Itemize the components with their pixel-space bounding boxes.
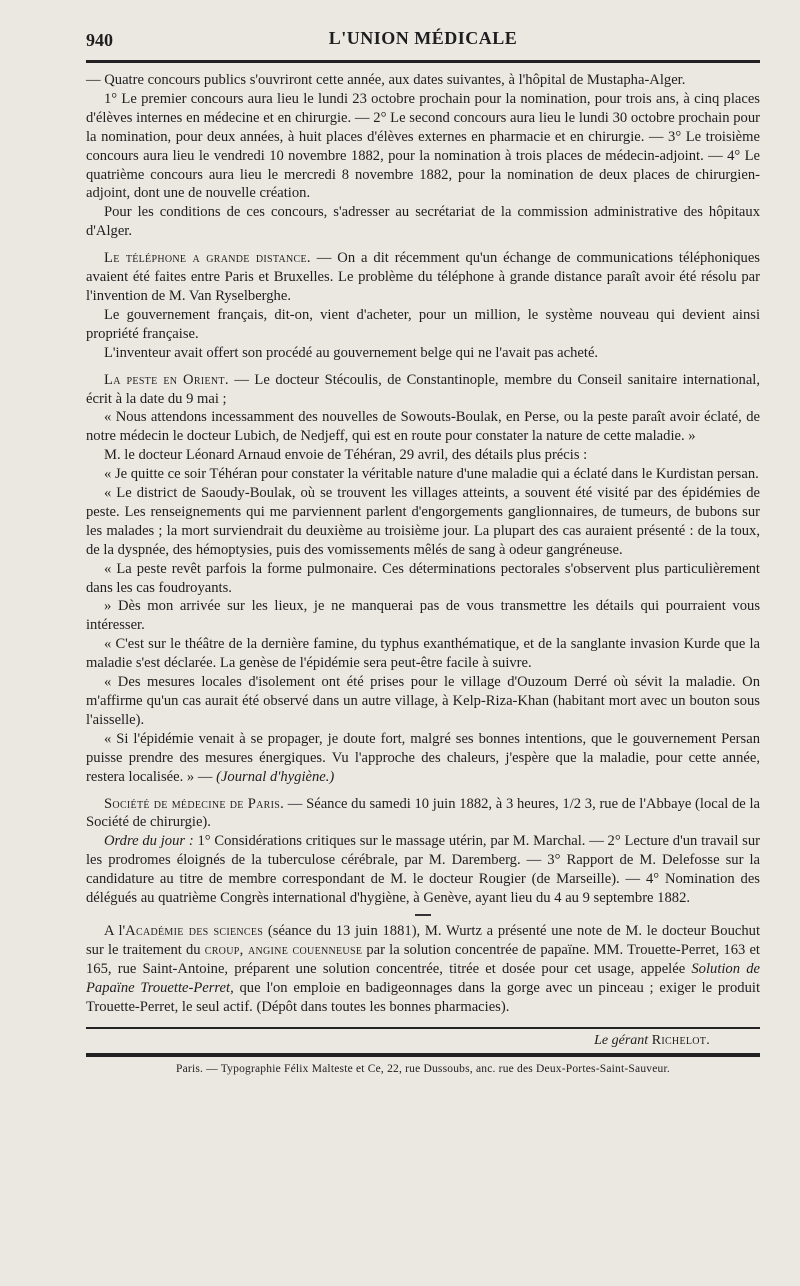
paragraph: — Quatre concours publics s'ouvriront cette année, aux dates suivantes, à l'hôpital de Mustapha-Alger.	[86, 72, 686, 88]
agenda-label: Ordre du jour :	[104, 833, 194, 850]
section-telephone	[86, 249, 760, 362]
paragraph: Pour les conditions de ces concours, s'adresser au secrétariat de la commission administrative des hôpitaux d'Alger.	[86, 204, 760, 240]
section-divider	[415, 914, 431, 916]
paragraph: A l'Académie des sciences (séance du 13 juin 1881), M. Wurtz a présenté une note de M. le docteur Bouchut sur le traitement du croup, angine couenneuse par la solution concentrée de papaïne. MM. Trouette-Perret, 163 et 165, rue Saint-Antoine, préparent une solution concentrée, titrée et dosée pour cet usage, appelée Solution de Papaïne Trouette-Perret, que l'on emploie en badigeonnages dans la gorge avec un pinceau ; exiger le produit Trouette-Perret, le seul actif. (Dépôt dans toutes les bonnes pharmacies).	[86, 922, 761, 1015]
paragraph: « Si l'épidémie venait à se propager, je doute fort, malgré ses bonnes intentions, que le gouvernement Persan puisse prendre des mesures énergiques. Vu l'approche des chaleurs, j'espère que la maladie, pour cette année, restera localisée. » — (Journal d'hygiène.)	[86, 730, 760, 785]
paragraph: « Je quitte ce soir Téhéran pour constater la véritable nature d'une maladie qui a éclaté dans le Kurdistan persan.	[104, 466, 759, 483]
paragraph: 1° Le premier concours aura lieu le lundi 23 octobre prochain pour la nomination, pour trois ans, à cinq places d'élèves internes en médecine et en chirurgie. — 2° Le second concours aura lieu le lundi 30 octobre prochain pour la nomination, pour deux années, à huit places d'élèves externes en pharmacie et en chirurgie. — 3° Le troisième concours aura lieu le vendredi 10 novembre 1882, pour la nomination à trois places de médecin-adjoint. — 4° Le quatrième concours aura lieu le mercredi 8 novembre 1882, pour la nomination de deux places de chirurgien-adjoint, dont une de nouvelle création.	[86, 90, 760, 202]
section-societe	[86, 795, 760, 908]
section-peste	[86, 371, 760, 787]
page-header	[86, 26, 760, 58]
gerant-name: Richelot.	[651, 1032, 710, 1048]
paragraph: Le gouvernement français, dit-on, vient d'acheter, pour un million, le système nouveau qui devient ainsi propriété française.	[86, 306, 760, 342]
paragraph: « La peste revêt parfois la forme pulmonaire. Ces déterminations pectorales s'observent plus particulièrement dans les cas foudroyants.	[86, 560, 760, 596]
article-body	[86, 71, 760, 1017]
journal-title: L'UNION MÉDICALE	[328, 28, 518, 48]
source-citation: (Journal d'hygiène.)	[216, 768, 335, 785]
section-academie	[86, 922, 760, 1017]
section-heading: Le téléphone a grande distance.	[104, 250, 311, 267]
paragraph: « Le district de Saoudy-Boulak, où se trouvent les villages atteints, a souvent été visité par des épidémies de peste. Les renseignements qui me parviennent parlent d'engorgements ganglionnaires, de tumeurs, de bubons sur les malades ; la mort surviendrait du deuxième au troisième jour. La plupart des cas auraient présenté : de la toux, de la dyspnée, des hémoptysies, puis des vomissements mêlés de sang à odeur gangréneuse.	[86, 485, 760, 558]
paragraph: Le téléphone a grande distance. — On a dit récemment qu'un échange de communications téléphoniques avaient été faites entre Paris et Bruxelles. Le problème du téléphone à grande distance paraît avoir été résolu par l'invention de M. Van Ryselberghe.	[86, 250, 760, 304]
paragraph: La peste en Orient. — Le docteur Stécoulis, de Constantinople, membre du Conseil sanitaire international, écrit à la date du 9 mai ;	[86, 371, 760, 407]
paragraph: L'inventeur avait offert son procédé au gouvernement belge qui ne l'avait pas acheté.	[104, 344, 599, 361]
section-heading: Académie des sciences	[125, 922, 264, 939]
printer-imprint: Paris. — Typographie Félix Malteste et Ce, 22, rue Dussoubs, anc. rue des Deux-Portes-Saint-Sauveur.	[176, 1062, 670, 1075]
paragraph: « Des mesures locales d'isolement ont été prises pour le village d'Ouzoum Derré où sévit la maladie. On m'affirme qu'un cas aurait été observé dans un autre village, à Kelp-Riza-Khan (habitant mort avec un bouton sous l'aisselle).	[86, 674, 760, 728]
page-number: 940	[86, 30, 113, 50]
header-rule	[86, 60, 760, 63]
paragraph: « C'est sur le théâtre de la dernière famine, du typhus exanthématique, et de la sanglante invasion Kurde que la maladie s'est déclarée. La genèse de l'épidémie sera peut-être facile à suivre.	[86, 636, 760, 672]
paragraph: M. le docteur Léonard Arnaud envoie de Téhéran, 29 avril, des détails plus précis :	[104, 447, 588, 464]
paragraph: Ordre du jour : 1° Considérations critiques sur le massage utérin, par M. Marchal. — 2° Lecture d'un travail sur les prodromes éloignés de la tuberculose cérébrale, par M. Daremberg. — 3° Rapport de M. Delefosse sur la candidature au titre de membre correspondant de M. le docteur Rougier (de Marseille). — 4° Nomination des délégués au quatrième Congrès international d'hygiène, à Genève, ayant lieu du 4 au 9 septembre 1882.	[86, 833, 760, 907]
section-heading: La peste en Orient.	[104, 371, 229, 388]
paragraph: « Nous attendons incessamment des nouvelles de Sowouts-Boulak, en Perse, ou la peste paraît avoir éclaté, de notre médecin le docteur Lubich, de Nedjeff, qui est en route pour constater la nature de cette maladie. »	[86, 409, 760, 445]
gerant-signature: Le gérant Richelot.	[594, 1032, 710, 1048]
section-heading: Société de médecine de Paris.	[104, 795, 285, 812]
footer-rule	[86, 1053, 760, 1057]
product-name: Solution de Papaïne Trouette-Perret,	[86, 960, 760, 996]
section-concours	[86, 71, 760, 241]
signature-rule	[86, 1027, 760, 1029]
paragraph: Société de médecine de Paris. — Séance du samedi 10 juin 1882, à 3 heures, 1/2 3, rue de l'Abbaye (local de la Société de chirurgie).	[86, 795, 761, 831]
paragraph: » Dès mon arrivée sur les lieux, je ne manquerai pas de vous transmettre les détails qui pourraient vous intéresser.	[86, 598, 760, 634]
disease-name: croup, angine couenneuse	[204, 941, 363, 958]
